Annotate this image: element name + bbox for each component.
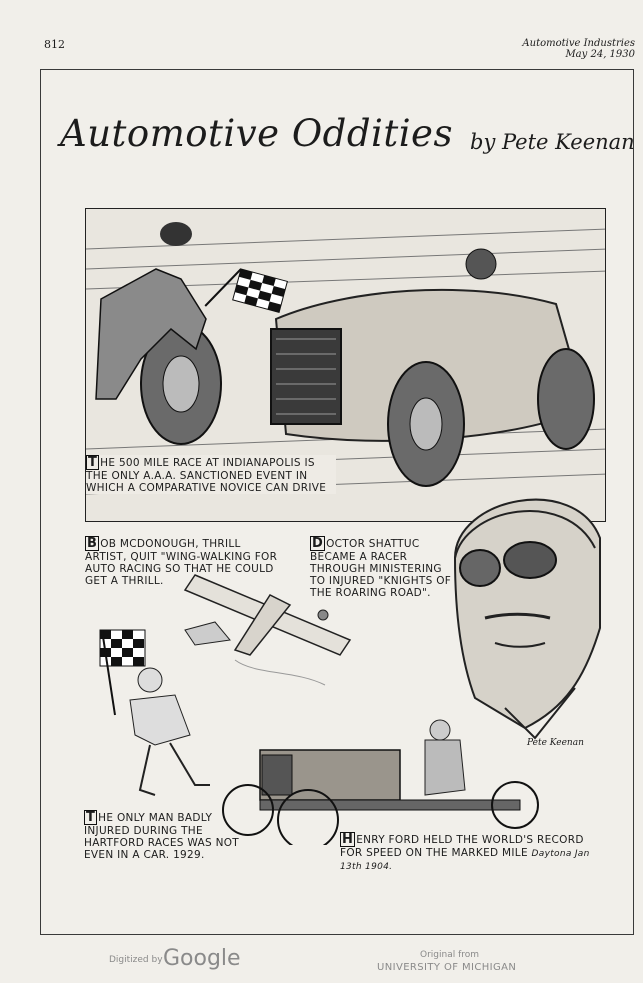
byline: by Pete Keenan: [470, 130, 635, 154]
flagman-illustration: [95, 625, 225, 815]
ford-car-illustration: [220, 705, 550, 845]
caption-text: HE 500 MILE RACE AT INDIANAPOLIS IS THE ONLY A.A.A. SANCTIONED EVENT IN WHICH A COMPARATIVE NOVICE CAN DRIVE: [86, 457, 327, 494]
drop-cap: H: [342, 832, 354, 847]
caption-date: Daytona Jan 13th 1904.: [340, 849, 590, 872]
drop-cap: B: [87, 536, 98, 551]
caption-text: HE ONLY MAN BADLY INJURED DURING THE HARTFORD RACES WAS NOT EVEN IN A CAR. 1929.: [84, 812, 240, 861]
drop-cap: D: [312, 536, 324, 551]
source-date: May 24, 1930: [565, 49, 635, 60]
drop-cap: T: [88, 455, 98, 470]
caption-text: OCTOR SHATTUC BECAME A RACER THROUGH MINISTERING TO INJURED "KNIGHTS OF THE ROARING ROAD".: [310, 538, 452, 599]
google-logo: Google: [163, 946, 241, 971]
page-title: Automotive Oddities: [60, 112, 453, 155]
page-number: 812: [44, 38, 65, 51]
source-journal: Automotive Industries: [522, 38, 635, 49]
caption-text: OB MCDONOUGH, THRILL ARTIST, QUIT "WING-WALKING FOR AUTO RACING SO THAT HE COULD GET A THRILL.: [85, 538, 278, 587]
caption-hartford: [84, 810, 244, 861]
digitized-label: Digitized by: [109, 955, 163, 965]
caption-indianapolis: [86, 455, 336, 494]
university-label: UNIVERSITY OF MICHIGAN: [377, 962, 517, 973]
drop-cap: T: [86, 810, 96, 825]
artist-signature: Pete Keenan: [527, 738, 584, 748]
caption-henry-ford: [340, 832, 600, 873]
caption-text: ENRY FORD HELD THE WORLD'S RECORD FOR SPEED ON THE MARKED MILE: [340, 834, 584, 859]
source-line: [522, 38, 635, 60]
original-from-label: Original from: [420, 950, 480, 960]
